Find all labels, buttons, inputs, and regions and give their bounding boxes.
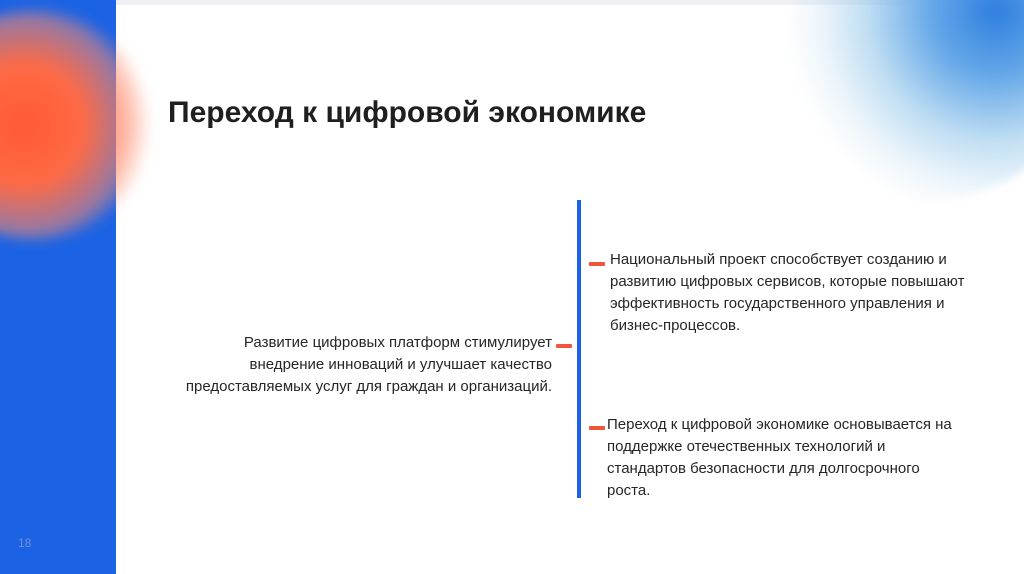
timeline-item-text: Развитие цифровых платформ стимулирует внедрение инноваций и улучшает качество предоставляемых услуг для граждан и организаций. bbox=[185, 334, 552, 395]
timeline-marker bbox=[589, 262, 605, 266]
page-number: 18 bbox=[18, 536, 32, 550]
timeline-marker bbox=[589, 426, 605, 430]
timeline-line bbox=[577, 200, 581, 498]
slide-title: Переход к цифровой экономике bbox=[168, 96, 647, 129]
timeline-item-text: Переход к цифровой экономике основывается на поддержке отечественных технологий и стандартов безопасности для долгосрочного роста. bbox=[607, 416, 952, 499]
timeline-item-text: Национальный проект способствует созданию и развитию цифровых сервисов, которые повышают эффективность государственного управления и бизнес-процессов. bbox=[610, 251, 965, 334]
timeline-marker bbox=[556, 344, 572, 348]
decorative-blue-orb bbox=[780, 0, 1024, 200]
decorative-red-orb bbox=[0, 10, 150, 240]
